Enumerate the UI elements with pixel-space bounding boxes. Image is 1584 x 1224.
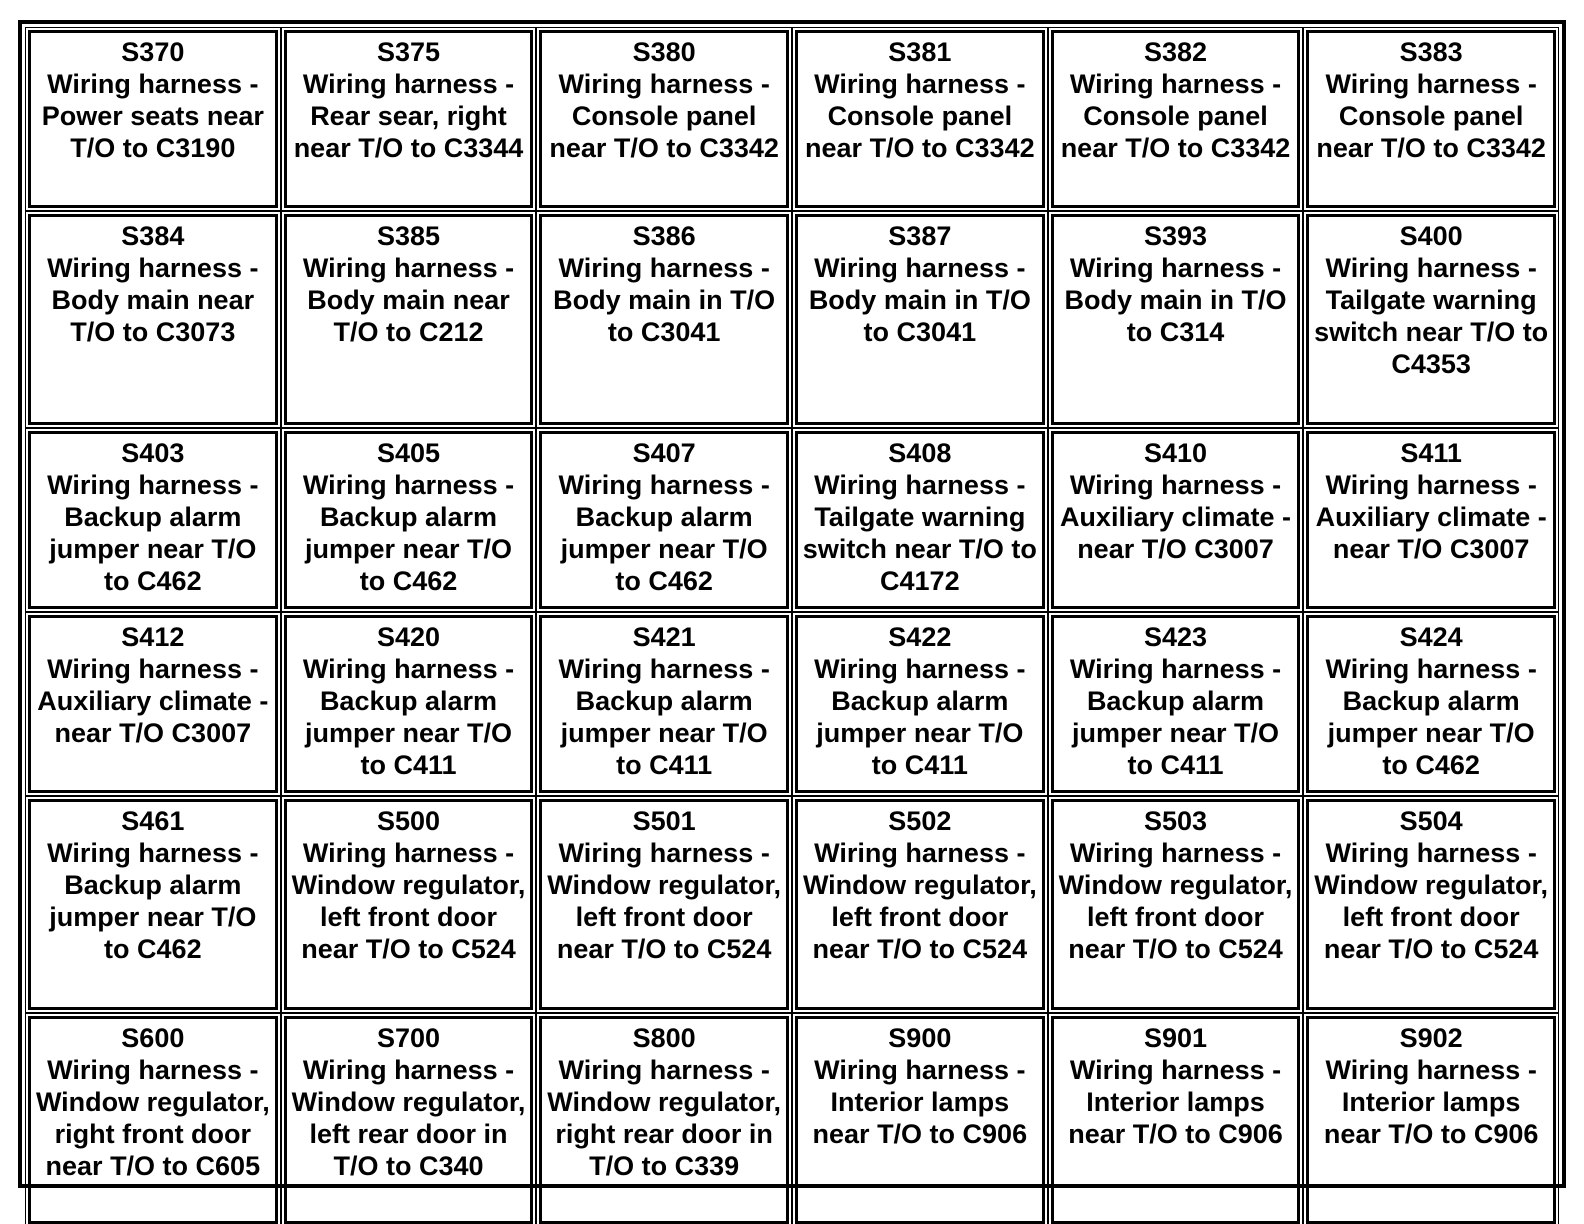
splice-cell (284, 799, 534, 1010)
splice-cell (1051, 431, 1301, 609)
splice-code: S403 (121, 438, 185, 468)
splice-description: Wiring harness - Window regulator, right front door near T/O to C605 (35, 1055, 270, 1181)
splice-description: Wiring harness - Rear sear, right near T/O to C3344 (293, 69, 524, 163)
splice-code: S504 (1399, 806, 1463, 836)
splice-cell (1306, 431, 1556, 609)
splice-code: S900 (888, 1023, 952, 1053)
splice-cell (284, 1016, 534, 1224)
splice-description: Wiring harness - Window regulator, right rear door in T/O to C339 (547, 1055, 782, 1181)
splice-code: S382 (1143, 37, 1208, 67)
splice-cell (28, 214, 278, 425)
splice-description: Wiring harness - Backup alarm jumper near T/O to C411 (302, 654, 515, 780)
splice-code: S424 (1399, 622, 1463, 652)
splice-cell (1306, 1016, 1556, 1224)
splice-code: S412 (121, 622, 185, 652)
splice-cell (795, 615, 1045, 793)
splice-code: S375 (376, 37, 441, 67)
splice-code: S461 (121, 806, 185, 836)
splice-cell (1051, 30, 1301, 208)
splice-code: S700 (376, 1023, 441, 1053)
splice-description: Wiring harness - Console panel near T/O to C3342 (1060, 69, 1291, 163)
splice-description: Wiring harness - Body main in T/O to C3041 (808, 253, 1031, 347)
splice-description: Wiring harness - Backup alarm jumper near T/O to C411 (814, 654, 1026, 780)
splice-description: Wiring harness - Power seats near T/O to C3190 (41, 69, 264, 163)
splice-cell (539, 615, 789, 793)
splice-code: S422 (888, 622, 952, 652)
splice-cell (1051, 799, 1301, 1010)
splice-code: S901 (1143, 1023, 1208, 1053)
splice-code: S500 (376, 806, 441, 836)
splice-cell (795, 30, 1045, 208)
splice-description: Wiring harness - Window regulator, left rear door in T/O to C340 (291, 1055, 526, 1181)
splice-description: Wiring harness - Tailgate warning switch near T/O to C4172 (802, 470, 1037, 596)
splice-description: Wiring harness - Auxiliary climate - near T/O C3007 (37, 654, 269, 748)
splice-description: Wiring harness - Backup alarm jumper near T/O to C462 (558, 470, 770, 596)
splice-description: Wiring harness - Auxiliary climate - near T/O C3007 (1315, 470, 1547, 564)
splice-description: Wiring harness - Backup alarm jumper near T/O to C462 (47, 838, 259, 964)
splice-code: S501 (632, 806, 696, 836)
splice-code: S408 (888, 438, 952, 468)
splice-cell (1306, 30, 1556, 208)
splice-description: Wiring harness - Body main near T/O to C212 (302, 253, 515, 347)
splice-description: Wiring harness - Console panel near T/O to C3342 (805, 69, 1035, 163)
splice-cell (539, 431, 789, 609)
splice-cell (795, 431, 1045, 609)
splice-description: Wiring harness - Console panel near T/O to C3342 (1316, 69, 1546, 163)
splice-description: Wiring harness - Window regulator, left front door near T/O to C524 (291, 838, 526, 964)
splice-cell (1306, 214, 1556, 425)
splice-table-frame (18, 20, 1566, 1188)
splice-code: S405 (376, 438, 441, 468)
splice-description: Wiring harness - Window regulator, left front door near T/O to C524 (802, 838, 1037, 964)
splice-cell (28, 30, 278, 208)
splice-description: Wiring harness - Interior lamps near T/O to C906 (812, 1055, 1028, 1149)
splice-cell (284, 615, 534, 793)
splice-code: S420 (376, 622, 441, 652)
splice-description: Wiring harness - Backup alarm jumper near T/O to C462 (302, 470, 515, 596)
splice-code: S503 (1143, 806, 1208, 836)
splice-cell (539, 1016, 789, 1224)
splice-description: Wiring harness - Backup alarm jumper near T/O to C462 (1325, 654, 1537, 780)
splice-cell (795, 1016, 1045, 1224)
splice-cell (795, 799, 1045, 1010)
splice-code: S381 (888, 37, 952, 67)
splice-code: S423 (1143, 622, 1208, 652)
splice-cell (539, 214, 789, 425)
splice-description: Wiring harness - Window regulator, left front door near T/O to C524 (1058, 838, 1293, 964)
splice-code: S380 (632, 37, 696, 67)
splice-cell (284, 214, 534, 425)
splice-cell (1051, 615, 1301, 793)
splice-code: S370 (121, 37, 185, 67)
splice-code: S387 (888, 221, 952, 251)
splice-cell (28, 1016, 278, 1224)
splice-code: S383 (1399, 37, 1463, 67)
splice-description: Wiring harness - Backup alarm jumper near T/O to C411 (1069, 654, 1282, 780)
splice-code: S400 (1399, 221, 1463, 251)
splice-description: Wiring harness - Tailgate warning switch near T/O to C4353 (1314, 253, 1549, 379)
splice-description: Wiring harness - Window regulator, left front door near T/O to C524 (1314, 838, 1549, 964)
splice-code: S393 (1143, 221, 1208, 251)
splice-code: S600 (121, 1023, 185, 1053)
splice-description: Wiring harness - Interior lamps near T/O to C906 (1068, 1055, 1283, 1149)
splice-cell (28, 615, 278, 793)
splice-description: Wiring harness - Auxiliary climate - near T/O C3007 (1059, 470, 1292, 564)
splice-description: Wiring harness - Body main in T/O to C314 (1064, 253, 1287, 347)
splice-cell (539, 799, 789, 1010)
splice-cell (795, 214, 1045, 425)
splice-code: S386 (632, 221, 696, 251)
splice-description: Wiring harness - Body main in T/O to C3041 (553, 253, 776, 347)
splice-code: S800 (632, 1023, 696, 1053)
splice-cell (1306, 615, 1556, 793)
splice-description: Wiring harness - Backup alarm jumper near T/O to C462 (47, 470, 259, 596)
splice-cell (28, 799, 278, 1010)
splice-cell (284, 431, 534, 609)
splice-cell (1306, 799, 1556, 1010)
splice-cell (1051, 214, 1301, 425)
splice-cell (1051, 1016, 1301, 1224)
splice-code: S407 (632, 438, 696, 468)
splice-description: Wiring harness - Console panel near T/O to C3342 (549, 69, 779, 163)
splice-cell (284, 30, 534, 208)
splice-cell (28, 431, 278, 609)
splice-description: Wiring harness - Interior lamps near T/O to C906 (1323, 1055, 1539, 1149)
splice-code: S384 (121, 221, 185, 251)
splice-code: S502 (888, 806, 952, 836)
splice-code: S410 (1143, 438, 1208, 468)
splice-code: S411 (1400, 438, 1462, 468)
splice-description: Wiring harness - Body main near T/O to C3073 (47, 253, 259, 347)
splice-code: S902 (1399, 1023, 1463, 1053)
splice-cell (539, 30, 789, 208)
splice-description: Wiring harness - Backup alarm jumper near T/O to C411 (558, 654, 770, 780)
splice-code: S385 (376, 221, 441, 251)
splice-grid (28, 30, 1556, 1181)
splice-code: S421 (632, 622, 696, 652)
splice-description: Wiring harness - Window regulator, left front door near T/O to C524 (547, 838, 782, 964)
